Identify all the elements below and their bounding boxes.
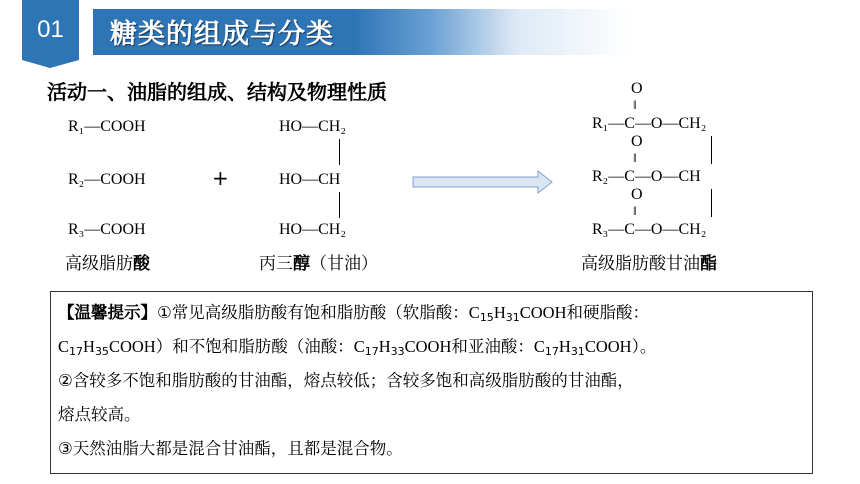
acid-r1: R₁—COOH bbox=[68, 118, 146, 135]
formula-part: H bbox=[493, 303, 506, 322]
caption-fatty-acid-bold: 酸 bbox=[133, 254, 150, 274]
caption-triglyceride-bold: 酯 bbox=[700, 254, 717, 274]
formula-sub: 17 bbox=[69, 345, 84, 358]
plus-sign: + bbox=[212, 166, 229, 190]
formula-part: H bbox=[378, 337, 391, 356]
formula-part: COOH和亚油酸：C bbox=[404, 337, 545, 356]
tip-line-1-text: ①常见高级脂肪酸有饱和脂肪酸（软脂酸： bbox=[157, 303, 469, 322]
tip-line-3: ②含较多不饱和脂肪酸的甘油酯，熔点较低；含较多饱和高级脂肪酸的甘油酯， bbox=[58, 371, 634, 390]
caption-triglyceride-text: 高级脂肪酸甘油 bbox=[581, 254, 700, 274]
formula-sub: 35 bbox=[94, 345, 109, 358]
formula-part: C bbox=[58, 337, 70, 356]
activity-heading: 活动一、油脂的组成、结构及物理性质 bbox=[47, 80, 387, 104]
tip-line-5: ③天然油脂大都是混合甘油酯，且都是混合物。 bbox=[58, 439, 403, 458]
formula-sub: 31 bbox=[505, 311, 520, 324]
reaction-arrow bbox=[412, 170, 554, 194]
double-bond-3: ‖ bbox=[633, 203, 637, 218]
formula-part: H bbox=[558, 337, 571, 356]
tip-line-1 bbox=[58, 296, 806, 330]
formula-sub: 17 bbox=[364, 345, 379, 358]
acid-r3: R₃—COOH bbox=[68, 221, 146, 238]
caption-fatty-acid-text: 高级脂肪 bbox=[65, 254, 133, 274]
tip-label: 【温馨提示】 bbox=[58, 303, 157, 322]
ester-bond-2 bbox=[711, 189, 712, 217]
ester-row-1: R₁—C—O—CH₂ bbox=[592, 115, 707, 132]
section-number-badge bbox=[22, 0, 79, 60]
formula-sub: 31 bbox=[570, 345, 585, 358]
caption-glycerol-suffix: （甘油） bbox=[310, 254, 378, 274]
carbonyl-o-3: O bbox=[631, 186, 643, 203]
formula-sub: 17 bbox=[544, 345, 559, 358]
carbonyl-o-1: O bbox=[631, 80, 643, 97]
tip-box bbox=[50, 291, 813, 474]
glycerol-bond-1 bbox=[339, 139, 340, 165]
ester-row-3: R₃—C—O—CH₂ bbox=[592, 221, 707, 238]
tip-line-4: 熔点较高。 bbox=[58, 405, 141, 424]
caption-triglyceride bbox=[581, 249, 717, 274]
formula-sub: 33 bbox=[390, 345, 405, 358]
formula-part: H bbox=[83, 337, 95, 356]
ester-row-2: R₂—C—O—CH bbox=[592, 168, 701, 185]
acid-r2: R₂—COOH bbox=[68, 171, 146, 188]
tip-line-2 bbox=[58, 330, 806, 364]
formula-part: COOH）。 bbox=[584, 337, 657, 356]
formula-sub: 15 bbox=[479, 311, 494, 324]
glycerol-row-1: HO—CH₂ bbox=[279, 118, 346, 135]
carbonyl-o-2: O bbox=[631, 133, 643, 150]
glycerol-row-3: HO—CH₂ bbox=[279, 221, 346, 238]
double-bond-1: ‖ bbox=[633, 97, 637, 112]
glycerol-bond-2 bbox=[339, 192, 340, 218]
caption-glycerol bbox=[259, 249, 378, 274]
caption-glycerol-bold: 醇 bbox=[293, 254, 310, 274]
double-bond-2: ‖ bbox=[633, 150, 637, 165]
caption-glycerol-text: 丙三 bbox=[259, 254, 293, 274]
section-number: 01 bbox=[37, 16, 64, 43]
glycerol-row-2: HO—CH bbox=[279, 171, 341, 188]
page-title: 糖类的组成与分类 bbox=[110, 19, 334, 50]
caption-fatty-acid bbox=[65, 249, 150, 274]
formula-part: C bbox=[468, 303, 480, 322]
formula-part: COOH）和不饱和脂肪酸（油酸：C bbox=[108, 337, 365, 356]
formula-part: COOH和硬脂酸： bbox=[519, 303, 649, 322]
ester-bond-1 bbox=[711, 136, 712, 164]
